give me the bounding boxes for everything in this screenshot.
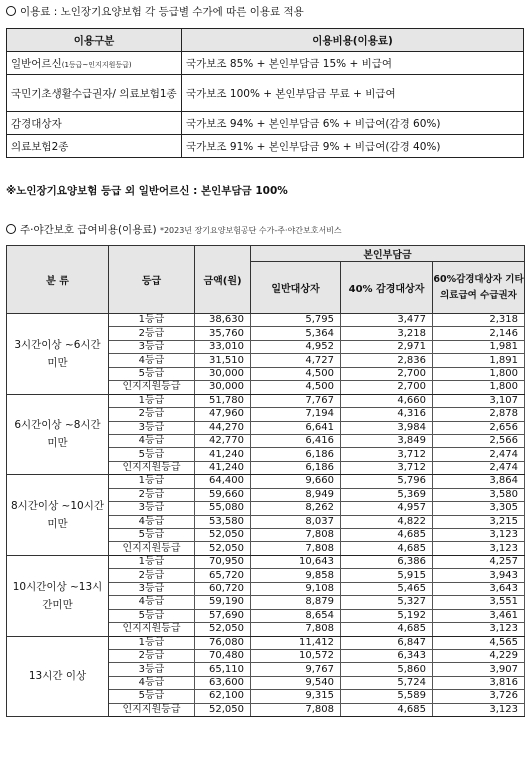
usage-type-cell: 국민기초생활수급권자/ 의료보험1종: [7, 75, 182, 112]
general-copay-cell: 4,727: [251, 354, 341, 367]
header-usage-type: 이용구분: [7, 29, 182, 52]
grade-cell: 인지지원등급: [109, 703, 195, 716]
header-category: 분 류: [7, 246, 109, 314]
amount-cell: 59,660: [195, 488, 251, 501]
grade-cell: 1등급: [109, 475, 195, 488]
usage-cost-cell: 국가보조 94% + 본인부담금 6% + 비급여(감경 60%): [182, 112, 524, 135]
amount-cell: 41,240: [195, 461, 251, 474]
reduced60-copay-cell: 3,123: [433, 529, 525, 542]
reduced40-copay-cell: 4,660: [341, 394, 433, 407]
amount-cell: 70,480: [195, 649, 251, 662]
grade-cell: 1등급: [109, 636, 195, 649]
general-copay-cell: 7,808: [251, 623, 341, 636]
usage-fee-header-row: [7, 29, 524, 52]
reduced60-copay-cell: 3,580: [433, 488, 525, 501]
daycare-fee-table: [6, 245, 525, 717]
general-copay-cell: 11,412: [251, 636, 341, 649]
reduced40-copay-cell: 3,712: [341, 461, 433, 474]
reduced40-copay-cell: 4,822: [341, 515, 433, 528]
general-copay-cell: 8,037: [251, 515, 341, 528]
reduced40-copay-cell: 5,465: [341, 582, 433, 595]
reduced60-copay-cell: 2,474: [433, 448, 525, 461]
reduced40-copay-cell: 5,192: [341, 609, 433, 622]
reduced40-copay-cell: 2,700: [341, 381, 433, 394]
general-copay-cell: 5,364: [251, 327, 341, 340]
reduced60-copay-cell: 1,800: [433, 381, 525, 394]
header-reduced-60: 60%감경대상자 기타의료급여 수급권자: [433, 262, 525, 314]
reduced40-copay-cell: 3,984: [341, 421, 433, 434]
table-row: [7, 314, 525, 327]
table-row: [7, 394, 525, 407]
reduced40-copay-cell: 5,369: [341, 488, 433, 501]
header-usage-cost: 이용비용(이용료): [182, 29, 524, 52]
usage-type-cell: 의료보험2종: [7, 135, 182, 158]
general-copay-cell: 6,186: [251, 448, 341, 461]
section1-title: 이용료 : 노인장기요양보험 각 등급별 수가에 따른 이용료 적용: [6, 4, 304, 19]
amount-cell: 52,050: [195, 703, 251, 716]
usage-type-cell: 감경대상자: [7, 112, 182, 135]
amount-cell: 52,050: [195, 623, 251, 636]
grade-cell: 인지지원등급: [109, 542, 195, 555]
reduced60-copay-cell: 3,726: [433, 690, 525, 703]
general-copay-cell: 9,660: [251, 475, 341, 488]
usage-fee-row: [7, 135, 524, 158]
amount-cell: 31,510: [195, 354, 251, 367]
reduced40-copay-cell: 5,724: [341, 676, 433, 689]
reduced40-copay-cell: 6,847: [341, 636, 433, 649]
reduced60-copay-cell: 1,800: [433, 367, 525, 380]
grade-cell: 5등급: [109, 609, 195, 622]
table-row: [7, 475, 525, 488]
general-copay-cell: 7,808: [251, 542, 341, 555]
header-grade: 등급: [109, 246, 195, 314]
reduced40-copay-cell: 5,915: [341, 569, 433, 582]
usage-type-cell: 일반어르신(1등급~인지지원등급): [7, 52, 182, 75]
reduced60-copay-cell: 2,146: [433, 327, 525, 340]
amount-cell: 42,770: [195, 434, 251, 447]
header-reduced-40: 40% 감경대상자: [341, 262, 433, 314]
grade-cell: 인지지원등급: [109, 623, 195, 636]
reduced40-copay-cell: 3,218: [341, 327, 433, 340]
reduced60-copay-cell: 3,123: [433, 623, 525, 636]
amount-cell: 76,080: [195, 636, 251, 649]
category-cell: 8시간이상 ~10시간미만: [7, 475, 109, 556]
general-copay-cell: 9,315: [251, 690, 341, 703]
general-copay-cell: 8,654: [251, 609, 341, 622]
amount-cell: 55,080: [195, 502, 251, 515]
general-copay-cell: 8,262: [251, 502, 341, 515]
general-copay-cell: 7,194: [251, 408, 341, 421]
usage-cost-cell: 국가보조 91% + 본인부담금 9% + 비급여(감경 40%): [182, 135, 524, 158]
grade-cell: 1등급: [109, 314, 195, 327]
amount-cell: 44,270: [195, 421, 251, 434]
reduced60-copay-cell: 3,864: [433, 475, 525, 488]
reduced40-copay-cell: 2,836: [341, 354, 433, 367]
reduced60-copay-cell: 3,461: [433, 609, 525, 622]
grade-cell: 3등급: [109, 502, 195, 515]
reduced60-copay-cell: 1,891: [433, 354, 525, 367]
amount-cell: 51,780: [195, 394, 251, 407]
grade-cell: 인지지원등급: [109, 381, 195, 394]
header-copay: 본인부담금: [251, 246, 525, 262]
reduced60-copay-cell: 3,107: [433, 394, 525, 407]
category-cell: 13시간 이상: [7, 636, 109, 717]
grade-cell: 4등급: [109, 676, 195, 689]
reduced60-copay-cell: 3,123: [433, 542, 525, 555]
grade-cell: 5등급: [109, 690, 195, 703]
reduced60-copay-cell: 2,878: [433, 408, 525, 421]
amount-cell: 30,000: [195, 381, 251, 394]
usage-fee-row: [7, 75, 524, 112]
general-copay-cell: 10,572: [251, 649, 341, 662]
reduced40-copay-cell: 4,957: [341, 502, 433, 515]
amount-cell: 30,000: [195, 367, 251, 380]
amount-cell: 53,580: [195, 515, 251, 528]
reduced60-copay-cell: 2,318: [433, 314, 525, 327]
amount-cell: 59,190: [195, 596, 251, 609]
general-copay-cell: 7,767: [251, 394, 341, 407]
general-copay-cell: 9,858: [251, 569, 341, 582]
grade-cell: 4등급: [109, 596, 195, 609]
grade-cell: 3등급: [109, 663, 195, 676]
grade-cell: 5등급: [109, 448, 195, 461]
reduced60-copay-cell: 3,305: [433, 502, 525, 515]
general-copay-cell: 5,795: [251, 314, 341, 327]
daycare-fee-body: [7, 314, 525, 717]
amount-cell: 65,720: [195, 569, 251, 582]
amount-cell: 33,010: [195, 340, 251, 353]
section2-subtitle: *2023년 장기요양보험공단 수가-주·야간보호서비스: [159, 226, 342, 235]
general-copay-cell: 6,416: [251, 434, 341, 447]
reduced40-copay-cell: 4,685: [341, 623, 433, 636]
reduced60-copay-cell: 3,643: [433, 582, 525, 595]
reduced40-copay-cell: 4,685: [341, 542, 433, 555]
amount-cell: 38,630: [195, 314, 251, 327]
reduced40-copay-cell: 6,386: [341, 555, 433, 568]
reduced60-copay-cell: 3,816: [433, 676, 525, 689]
general-copay-cell: 8,879: [251, 596, 341, 609]
general-copay-cell: 8,949: [251, 488, 341, 501]
table-row: [7, 555, 525, 568]
grade-cell: 인지지원등급: [109, 461, 195, 474]
reduced60-copay-cell: 2,474: [433, 461, 525, 474]
reduced60-copay-cell: 4,229: [433, 649, 525, 662]
reduced60-copay-cell: 3,551: [433, 596, 525, 609]
general-copay-cell: 6,186: [251, 461, 341, 474]
grade-cell: 2등급: [109, 327, 195, 340]
amount-cell: 47,960: [195, 408, 251, 421]
circle-bullet-icon: [6, 6, 16, 16]
reduced60-copay-cell: 3,215: [433, 515, 525, 528]
header-amount: 금액(원): [195, 246, 251, 314]
grade-cell: 2등급: [109, 488, 195, 501]
grade-cell: 1등급: [109, 555, 195, 568]
reduced60-copay-cell: 2,566: [433, 434, 525, 447]
reduced60-copay-cell: 3,907: [433, 663, 525, 676]
reduced40-copay-cell: 5,589: [341, 690, 433, 703]
grade-cell: 4등급: [109, 434, 195, 447]
reduced40-copay-cell: 2,700: [341, 367, 433, 380]
reduced60-copay-cell: 3,943: [433, 569, 525, 582]
grade-cell: 3등급: [109, 340, 195, 353]
usage-fee-row: [7, 112, 524, 135]
general-copay-cell: 4,500: [251, 367, 341, 380]
category-cell: 3시간이상 ~6시간미만: [7, 314, 109, 395]
amount-cell: 70,950: [195, 555, 251, 568]
amount-cell: 57,690: [195, 609, 251, 622]
general-copay-cell: 9,540: [251, 676, 341, 689]
reduced40-copay-cell: 4,685: [341, 529, 433, 542]
usage-fee-row: [7, 52, 524, 75]
reduced40-copay-cell: 3,849: [341, 434, 433, 447]
amount-cell: 52,050: [195, 529, 251, 542]
reduced40-copay-cell: 3,712: [341, 448, 433, 461]
amount-cell: 65,110: [195, 663, 251, 676]
grade-cell: 4등급: [109, 515, 195, 528]
grade-cell: 5등급: [109, 529, 195, 542]
reduced60-copay-cell: 2,656: [433, 421, 525, 434]
usage-cost-cell: 국가보조 100% + 본인부담금 무료 + 비급여: [182, 75, 524, 112]
reduced40-copay-cell: 5,327: [341, 596, 433, 609]
general-copay-cell: 7,808: [251, 703, 341, 716]
general-copay-cell: 10,643: [251, 555, 341, 568]
reduced40-copay-cell: 5,860: [341, 663, 433, 676]
circle-bullet-icon: [6, 224, 16, 234]
reduced60-copay-cell: 1,981: [433, 340, 525, 353]
amount-cell: 41,240: [195, 448, 251, 461]
grade-cell: 3등급: [109, 582, 195, 595]
amount-cell: 60,720: [195, 582, 251, 595]
amount-cell: 62,100: [195, 690, 251, 703]
grade-cell: 2등급: [109, 408, 195, 421]
general-copay-cell: 4,500: [251, 381, 341, 394]
reduced40-copay-cell: 2,971: [341, 340, 433, 353]
grade-cell: 1등급: [109, 394, 195, 407]
table-row: [7, 636, 525, 649]
reduced60-copay-cell: 4,565: [433, 636, 525, 649]
reduced40-copay-cell: 6,343: [341, 649, 433, 662]
general-copay-cell: 6,641: [251, 421, 341, 434]
reduced40-copay-cell: 5,796: [341, 475, 433, 488]
general-copay-cell: 9,767: [251, 663, 341, 676]
grade-cell: 4등급: [109, 354, 195, 367]
reduced60-copay-cell: 4,257: [433, 555, 525, 568]
category-cell: 10시간이상 ~13시간미만: [7, 555, 109, 636]
general-copay-cell: 4,952: [251, 340, 341, 353]
general-copay-cell: 7,808: [251, 529, 341, 542]
amount-cell: 63,600: [195, 676, 251, 689]
copay-note: ※노인장기요양보험 등급 외 일반어르신 : 본인부담금 100%: [6, 185, 288, 197]
header-general: 일반대상자: [251, 262, 341, 314]
reduced40-copay-cell: 4,316: [341, 408, 433, 421]
section2-title: 주·야간보호 급여비용(이용료) *2023년 장기요양보험공단 수가-주·야간보호서비스: [6, 222, 342, 237]
grade-cell: 3등급: [109, 421, 195, 434]
amount-cell: 64,400: [195, 475, 251, 488]
grade-cell: 2등급: [109, 649, 195, 662]
general-copay-cell: 9,108: [251, 582, 341, 595]
grade-cell: 2등급: [109, 569, 195, 582]
reduced40-copay-cell: 3,477: [341, 314, 433, 327]
amount-cell: 52,050: [195, 542, 251, 555]
category-cell: 6시간이상 ~8시간미만: [7, 394, 109, 475]
usage-fee-table: [6, 28, 524, 158]
reduced40-copay-cell: 4,685: [341, 703, 433, 716]
amount-cell: 35,760: [195, 327, 251, 340]
reduced60-copay-cell: 3,123: [433, 703, 525, 716]
usage-cost-cell: 국가보조 85% + 본인부담금 15% + 비급여: [182, 52, 524, 75]
daycare-header-row: [7, 246, 525, 262]
grade-cell: 5등급: [109, 367, 195, 380]
